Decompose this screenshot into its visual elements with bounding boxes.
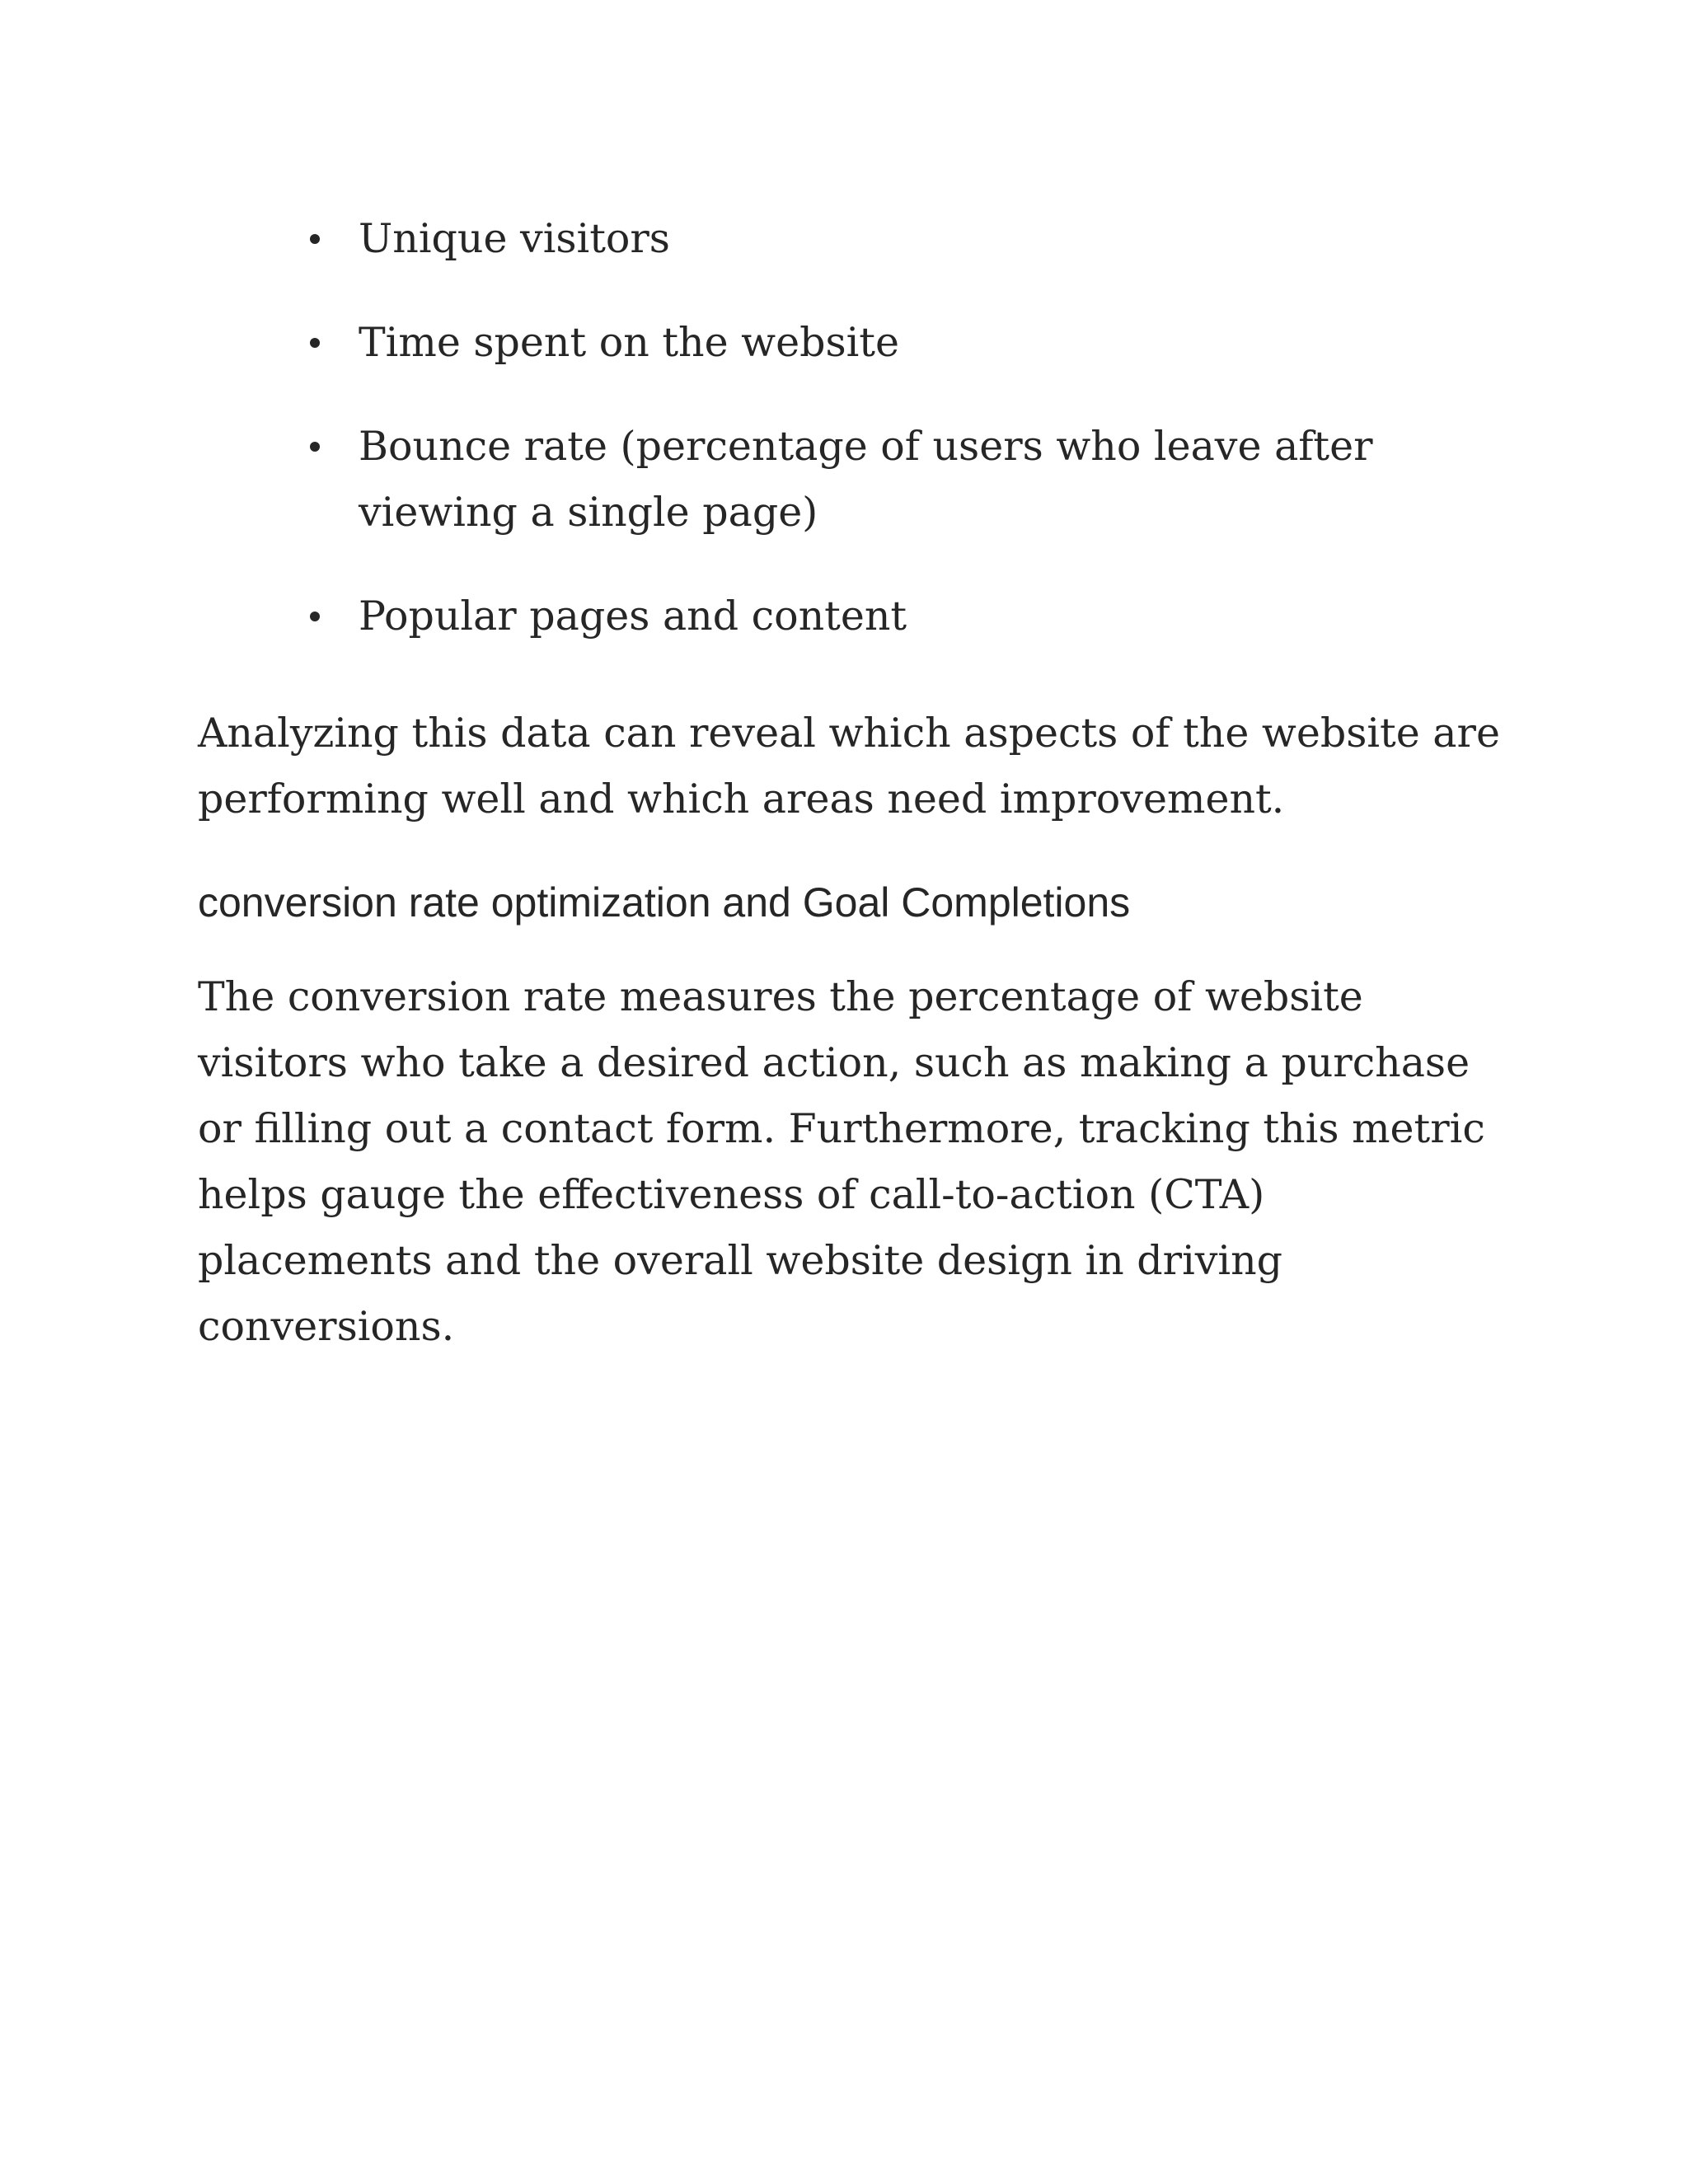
bullet-item [198,583,1500,649]
bullet-text: Unique visitors [359,215,670,262]
document-content [198,206,1500,1360]
bullet-icon [310,234,320,244]
bullet-item [198,206,1500,272]
bullet-text: Bounce rate (percentage of users who leave after viewing a single page) [359,423,1373,536]
bullet-item [198,310,1500,376]
bullet-icon [310,612,320,621]
bullet-text: Popular pages and content [359,593,907,640]
bullet-list [198,206,1500,649]
bullet-item [198,414,1500,546]
analysis-paragraph: Analyzing this data can reveal which aspects of the website are performing well and which areas need improvement. [198,710,1500,823]
bullet-text: Time spent on the website [359,319,899,366]
section-heading: conversion rate optimization and Goal Completions [198,879,1131,926]
bullet-icon [310,442,320,452]
bullet-icon [310,338,320,348]
conversion-paragraph: The conversion rate measures the percentage of website visitors who take a desired action, such as making a purchase or filling out a contact form. Furthermore, tracking this metric helps gauge the effectiveness of call-to-action (CTA) placements and the overall website design in driving conversions. [198,973,1485,1350]
